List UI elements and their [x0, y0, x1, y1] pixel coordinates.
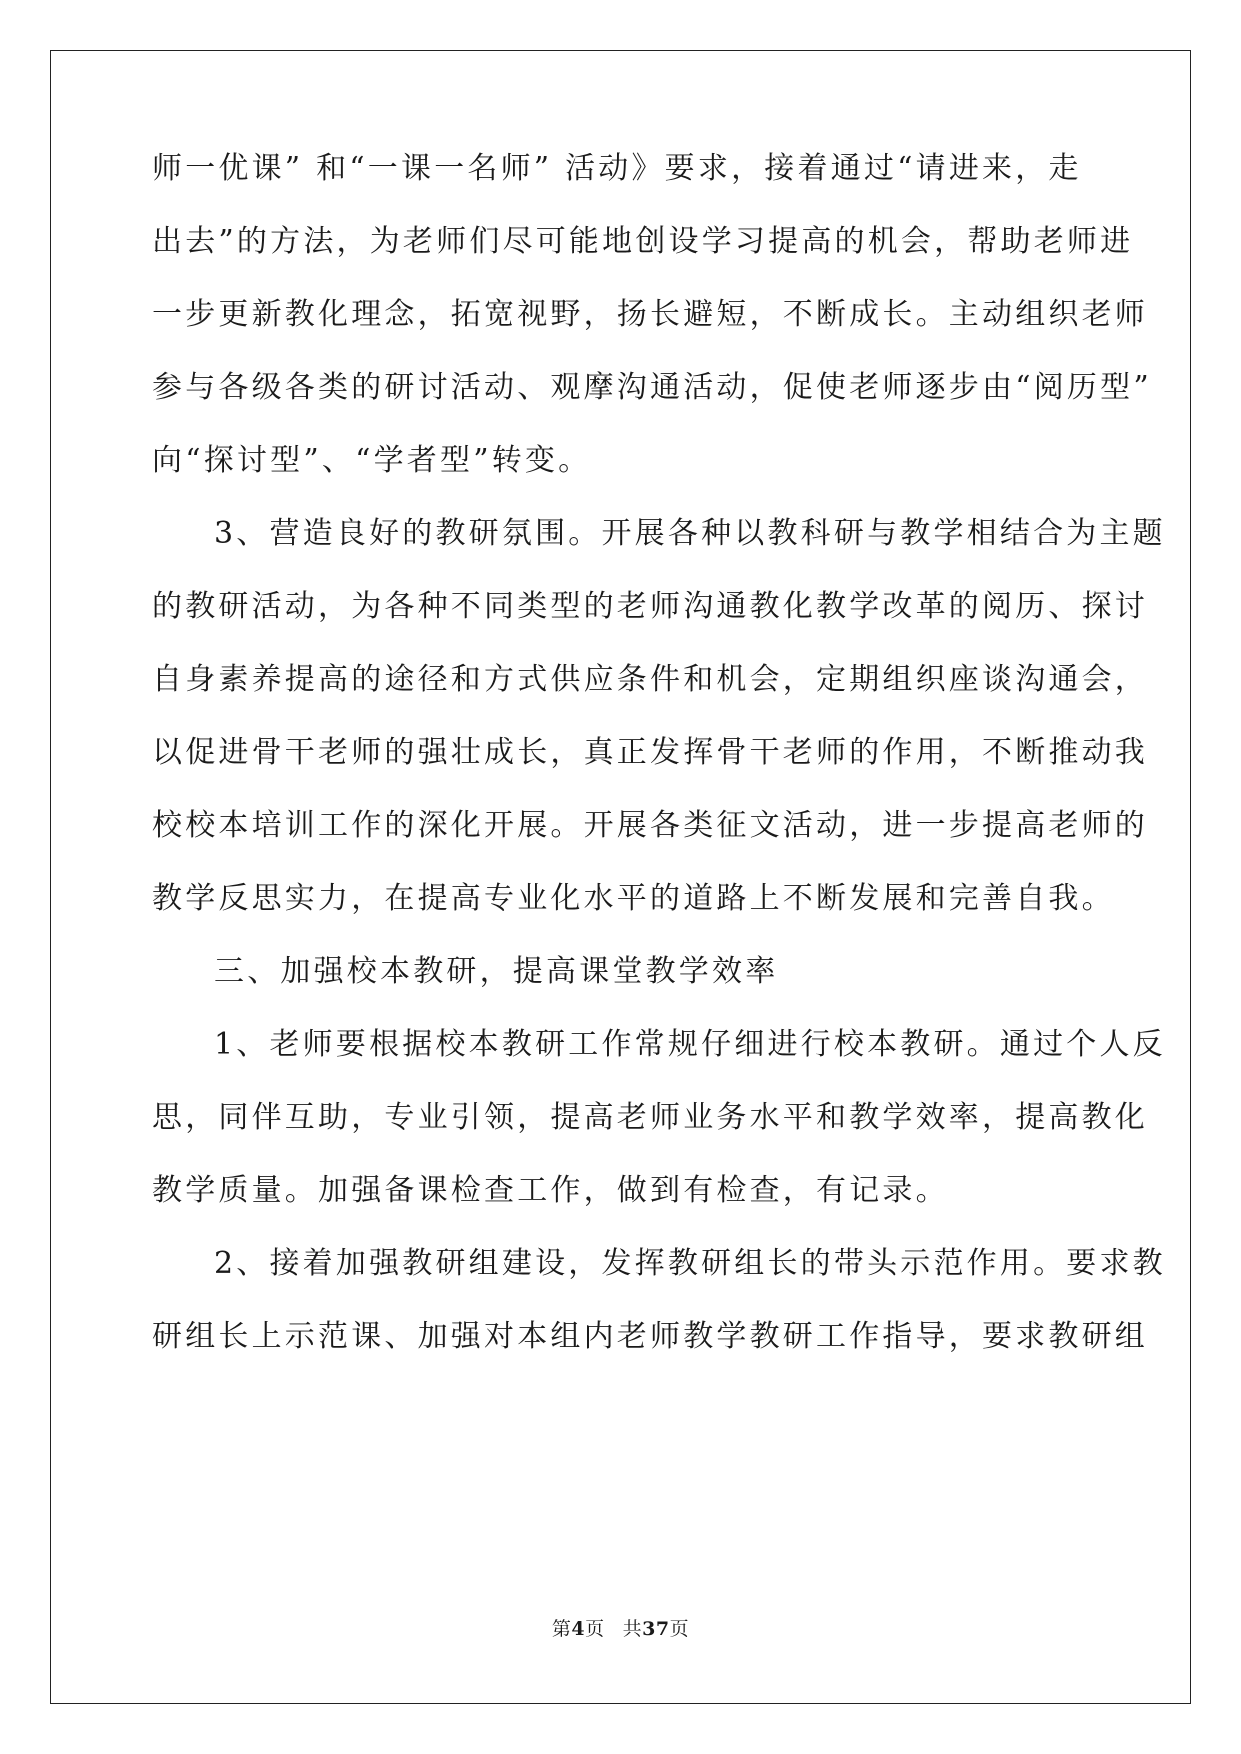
page-prefix: 第: [551, 1618, 572, 1640]
text-line: 一步更新教化理念，拓宽视野，扬长避短，不断成长。主动组织老师: [152, 297, 1148, 332]
text-line: 自身素养提高的途径和方式供应条件和机会，定期组织座谈沟通会，: [152, 662, 1148, 697]
text-line: 以促进骨干老师的强壮成长，真正发挥骨干老师的作用，不断推动我: [152, 735, 1148, 770]
text-line: 教学质量。加强备课检查工作，做到有检查，有记录。: [152, 1173, 949, 1208]
paragraph-start-line: 2、接着加强教研组建设，发挥教研组长的带头示范作用。要求教: [214, 1246, 1166, 1281]
paragraph-start-line: 1、老师要根据校本教研工作常规仔细进行校本教研。通过个人反: [214, 1027, 1166, 1062]
total-pages: 37: [642, 1618, 670, 1640]
text-line: 出去”的方法，为老师们尽可能地创设学习提高的机会，帮助老师进: [152, 224, 1134, 259]
total-prefix: 共: [622, 1618, 643, 1640]
text-line: 的教研活动，为各种不同类型的老师沟通教化教学改革的阅历、探讨: [152, 589, 1148, 624]
total-suffix: 页: [669, 1618, 690, 1640]
text-line: 师一优课” 和“一课一名师” 活动》要求，接着通过“请进来，走: [152, 151, 1082, 186]
text-line: 教学反思实力，在提高专业化水平的道路上不断发展和完善自我。: [152, 881, 1115, 916]
paragraph-start-line: 3、营造良好的教研氛围。开展各种以教科研与教学相结合为主题: [214, 516, 1166, 551]
text-line: 参与各级各类的研讨活动、观摩沟通活动，促使老师逐步由“阅历型”: [152, 370, 1152, 405]
text-line: 校校本培训工作的深化开展。开展各类征文活动，进一步提高老师的: [152, 808, 1148, 843]
text-line: 研组长上示范课、加强对本组内老师教学教研工作指导，要求教研组: [152, 1319, 1148, 1354]
page-number: 4: [571, 1618, 586, 1640]
text-line: 思，同伴互助，专业引领，提高老师业务水平和教学效率，提高教化: [152, 1100, 1148, 1135]
page-suffix: 页: [585, 1618, 605, 1640]
section-heading: 三、加强校本教研，提高课堂教学效率: [214, 954, 779, 989]
page-footer: [0, 1617, 1241, 1641]
text-line: 向“探讨型”、“学者型”转变。: [152, 443, 592, 478]
